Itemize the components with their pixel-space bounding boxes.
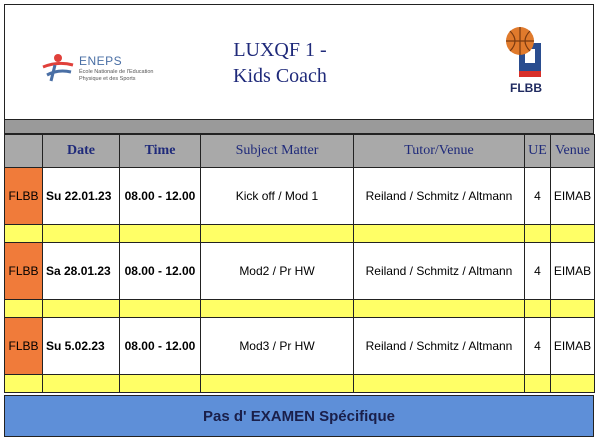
spacer-cell: [5, 300, 43, 318]
venue-cell: EIMAB: [551, 318, 595, 375]
org-cell: FLBB: [5, 318, 43, 375]
time-cell: 08.00 - 12.00: [120, 168, 201, 225]
title-line-1: LUXQF 1 -: [233, 39, 327, 61]
flbb-logo: [503, 25, 549, 97]
ue-cell: 4: [525, 318, 551, 375]
spacer-cell: [551, 225, 595, 243]
spacer-cell: [120, 375, 201, 393]
column-header-org: [5, 135, 43, 168]
date-cell: Sa 28.01.23: [43, 243, 120, 300]
date-cell: Su 22.01.23: [43, 168, 120, 225]
time-cell: 08.00 - 12.00: [120, 243, 201, 300]
spacer-cell: [354, 375, 525, 393]
flbb-name: FLBB: [510, 81, 542, 95]
eneps-name: ENEPS: [79, 54, 123, 68]
subject-cell: Kick off / Mod 1: [201, 168, 354, 225]
org-cell: FLBB: [5, 243, 43, 300]
spacer-cell: [525, 300, 551, 318]
header: [4, 4, 594, 120]
spacer-row: [5, 225, 595, 243]
table-row: [5, 318, 595, 375]
eneps-subtitle-2: Physique et des Sports: [79, 76, 136, 82]
spacer-cell: [43, 225, 120, 243]
time-cell: 08.00 - 12.00: [120, 318, 201, 375]
spacer-row: [5, 300, 595, 318]
spacer-cell: [354, 225, 525, 243]
spacer-cell: [525, 375, 551, 393]
date-cell: Su 5.02.23: [43, 318, 120, 375]
subject-cell: Mod3 / Pr HW: [201, 318, 354, 375]
spacer-cell: [120, 225, 201, 243]
eneps-figure-icon: [41, 53, 75, 83]
spacer-cell: [5, 375, 43, 393]
eneps-logo: [41, 53, 171, 89]
title-line-2: Kids Coach: [233, 65, 327, 87]
column-header-time: Time: [120, 135, 201, 168]
column-header-date: Date: [43, 135, 120, 168]
table-row: [5, 168, 595, 225]
venue-cell: EIMAB: [551, 168, 595, 225]
gray-band: [4, 120, 594, 134]
spacer-cell: [43, 300, 120, 318]
subject-cell: Mod2 / Pr HW: [201, 243, 354, 300]
spacer-cell: [201, 300, 354, 318]
spacer-cell: [551, 375, 595, 393]
footer-banner: Pas d' EXAMEN Spécifique: [4, 395, 594, 437]
spacer-cell: [525, 225, 551, 243]
spacer-cell: [551, 300, 595, 318]
column-header-tutor: Tutor/Venue: [354, 135, 525, 168]
spacer-cell: [5, 225, 43, 243]
tutor-cell: Reiland / Schmitz / Altmann: [354, 168, 525, 225]
schedule-sheet: [4, 4, 594, 437]
schedule-table: [4, 134, 595, 393]
column-header-subject: Subject Matter: [201, 135, 354, 168]
tutor-cell: Reiland / Schmitz / Altmann: [354, 318, 525, 375]
spacer-cell: [201, 225, 354, 243]
spacer-cell: [354, 300, 525, 318]
column-header-ue: UE: [525, 135, 551, 168]
spacer-row: [5, 375, 595, 393]
spacer-cell: [120, 300, 201, 318]
tutor-cell: Reiland / Schmitz / Altmann: [354, 243, 525, 300]
ue-cell: 4: [525, 243, 551, 300]
venue-cell: EIMAB: [551, 243, 595, 300]
basketball-icon: [503, 25, 549, 81]
eneps-subtitle-1: École Nationale de l'Education: [79, 69, 154, 75]
org-cell: FLBB: [5, 168, 43, 225]
table-row: [5, 243, 595, 300]
page-title: [165, 37, 395, 89]
spacer-cell: [201, 375, 354, 393]
ue-cell: 4: [525, 168, 551, 225]
table-header-row: [5, 135, 595, 168]
column-header-venue: Venue: [551, 135, 595, 168]
spacer-cell: [43, 375, 120, 393]
